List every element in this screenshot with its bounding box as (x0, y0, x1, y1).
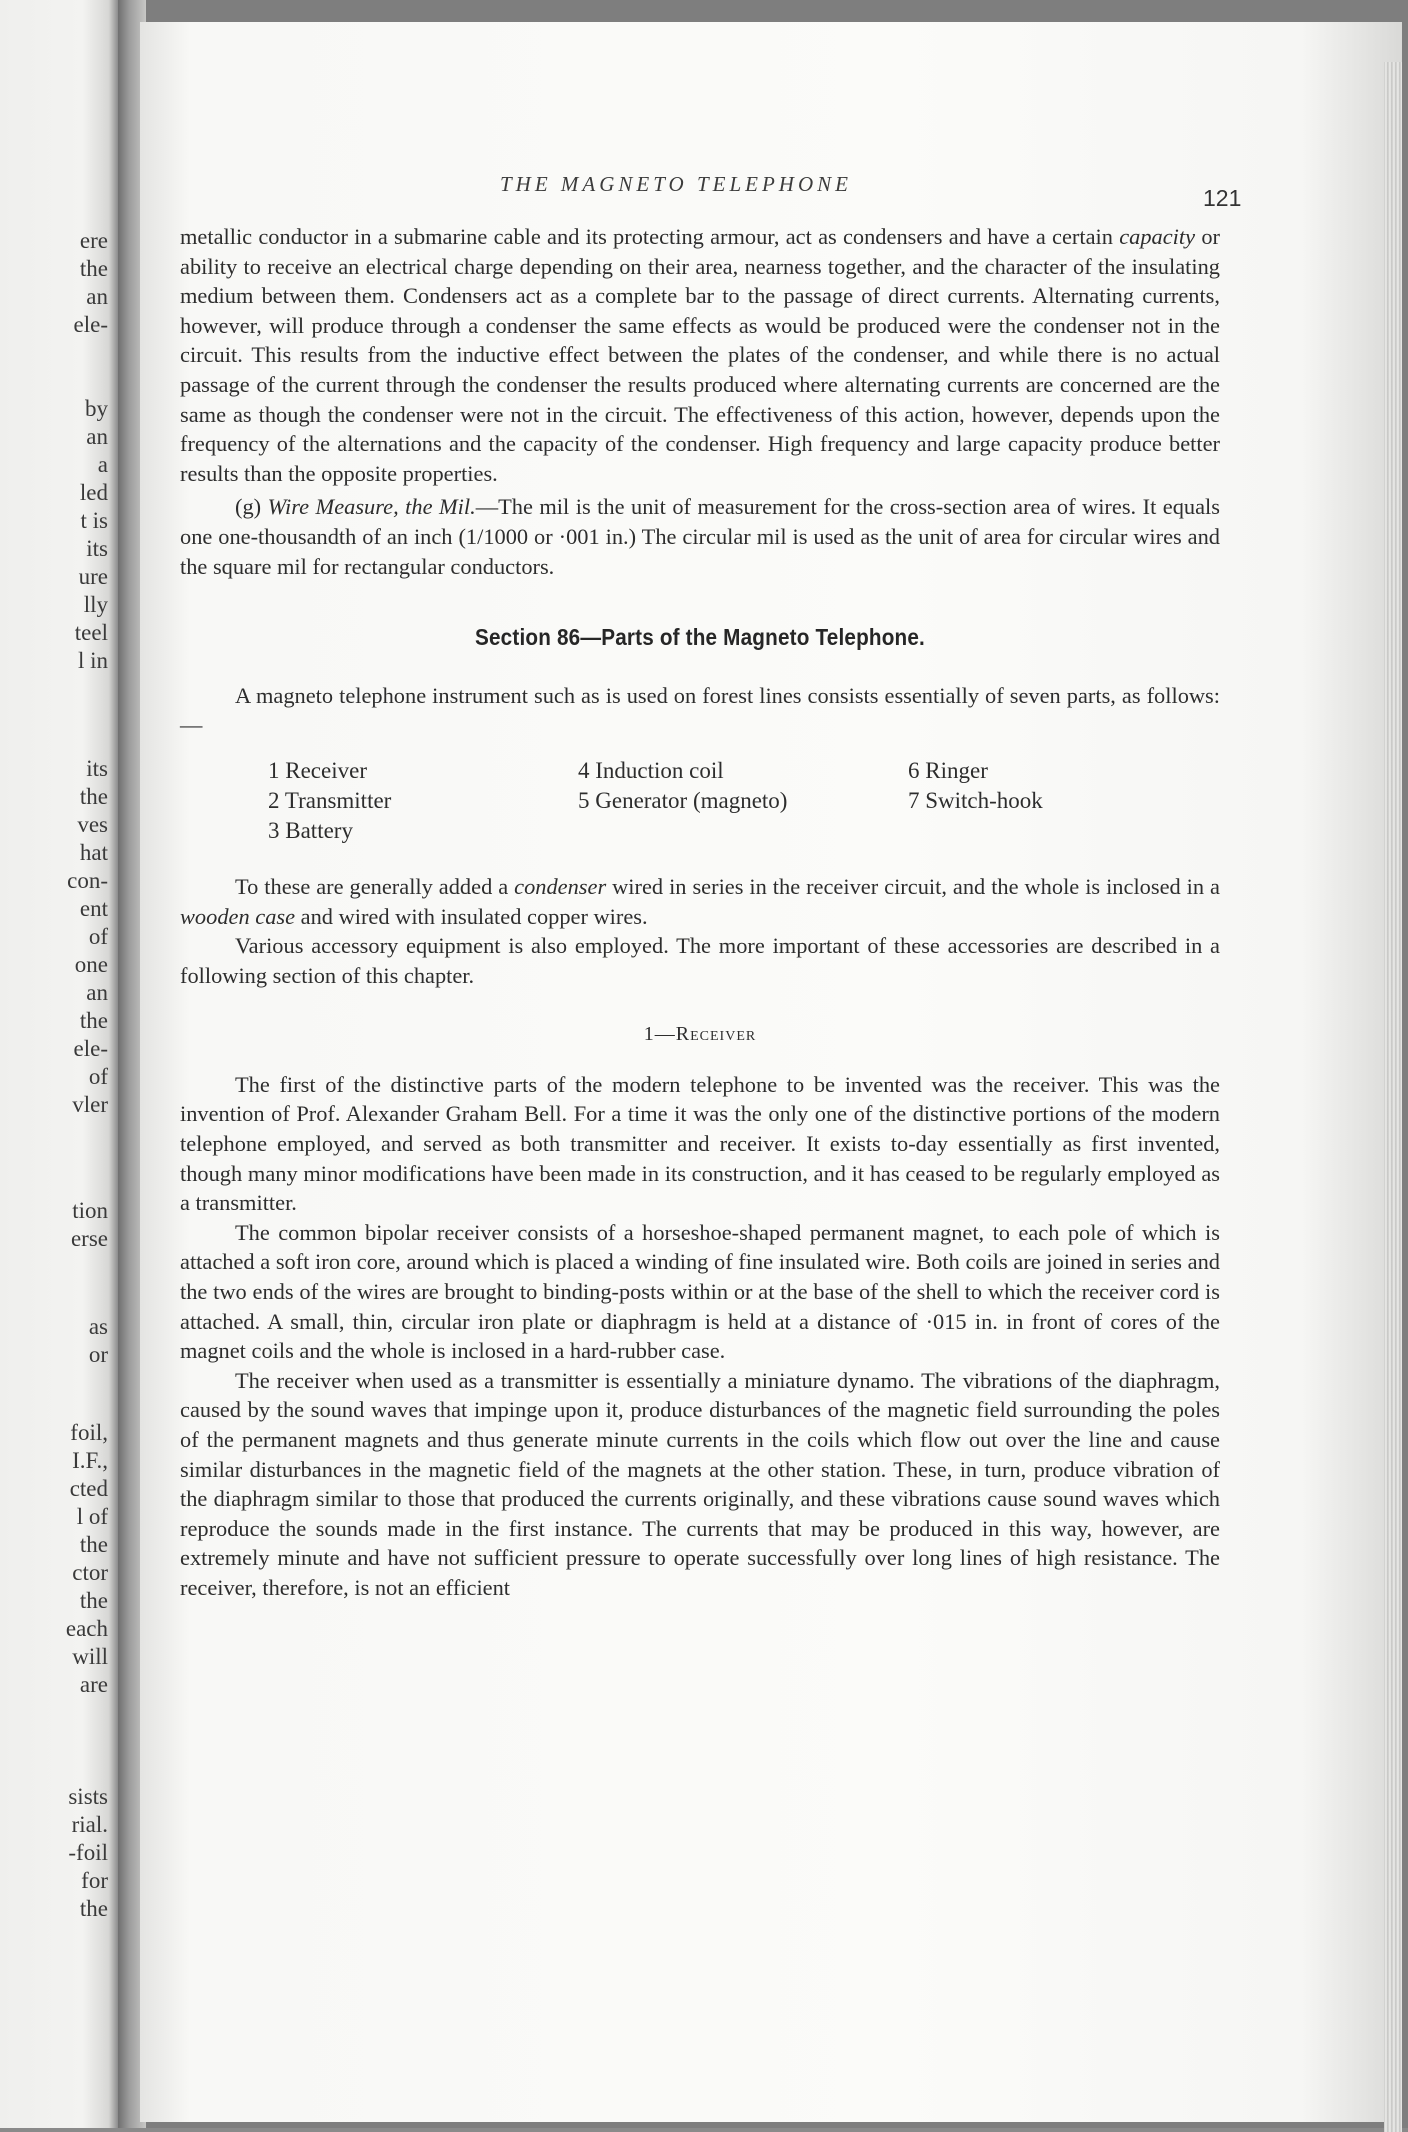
left-page-fragment: ctor (72, 1560, 108, 1585)
left-page-fragment: ent (79, 896, 108, 921)
page-body (180, 222, 1220, 1603)
paragraph: The receiver when used as a transmitter is essentially a miniature dynamo. The vibrations of the diaphragm, caused by the sound waves that impinge upon it, produce disturbances of the magnetic field surrounding the poles of the permanent magnets and thus generate minute currents in the coils which flow out over the line and cause similar disturbances in the magnetic field of the magnets at the other station. These, in turn, produce vibration of the diaphragm similar to those that produced the currents originally, and these vibrations cause sound waves which reproduce the sounds made in the first instance. The currents that may be produced in this way, however, are extremely minute and have not sufficient pressure to operate successfully over long lines of high resistance. The receiver, therefore, is not an efficient (180, 1367, 1220, 1600)
left-page-fragment: hat (79, 840, 108, 865)
left-page-fragment: the (79, 784, 108, 809)
page-number: 121 (1203, 185, 1242, 211)
left-page-fragment: as (88, 1314, 108, 1339)
left-page-fragment: cted (69, 1476, 108, 1501)
left-page-fragment: the (79, 1588, 108, 1613)
left-page-fragment: ele- (73, 1036, 108, 1061)
list-item: 4 Induction coil (578, 757, 724, 783)
paragraph: (g) Wire Measure, the Mil.—The mil is the unit of measurement for the cross-section area of wires. It equals one one-thousandth of an inch (1/1000 or ·001 in.) The circular mil is used as the unit of area for circular wires and the square mil for rectangular conductors. (180, 494, 1220, 579)
left-page-fragment: each (65, 1616, 108, 1641)
left-page-fragment: of (88, 1064, 108, 1089)
left-page-fragment: tion (72, 1198, 108, 1223)
left-page-fragment: l of (76, 1504, 108, 1529)
list-item: 7 Switch-hook (908, 787, 1043, 813)
left-page-fragment: an (86, 284, 108, 309)
left-page-fragment: of (88, 924, 108, 949)
left-page-fragment: l in (77, 648, 108, 673)
left-page-fragment: its (86, 756, 108, 781)
left-page-fragment: ere (79, 228, 108, 253)
paragraph: Various accessory equipment is also employed. The more important of these accessories are described in a following section of this chapter. (180, 933, 1220, 988)
left-page-fragment: ves (77, 812, 108, 837)
section-heading: Section 86—Parts of the Magneto Telephone. (475, 624, 925, 651)
left-page-fragment: the (79, 1532, 108, 1557)
left-page-fragment: its (86, 536, 108, 561)
left-page-fragment: teel (74, 620, 108, 645)
left-page-fragment: the (79, 1896, 108, 1921)
paragraph: A magneto telephone instrument such as is used on forest lines consists essentially of seven parts, as follows:— (180, 682, 1220, 738)
list-item: 5 Generator (magneto) (578, 787, 788, 813)
left-page-fragment: one (74, 952, 108, 977)
running-head: THE MAGNETO TELEPHONE (500, 172, 852, 196)
page-stack-edge (1384, 62, 1402, 2132)
left-page-fragment: a (97, 452, 108, 477)
list-item: 3 Battery (268, 817, 353, 843)
left-page-fragment: t is (80, 508, 108, 533)
left-page-fragment: lly (83, 592, 108, 617)
list-item: 2 Transmitter (268, 787, 392, 813)
left-page-fragment: rial. (71, 1812, 108, 1837)
paragraph: The common bipolar receiver consists of a horseshoe-shaped permanent magnet, to each pole of which is attached a soft iron core, around which is placed a winding of fine insulated wire. Both coils are joined in series and the two ends of the wires are brought to binding-posts within or at the base of the shell to which the receiver cord is attached. A small, thin, circular iron plate or diaphragm is held at a distance of ·015 in. in front of cores of the magnet coils and the whole is inclosed in a hard-rubber case. (180, 1219, 1220, 1364)
paragraph: metallic conductor in a submarine cable and its protecting armour, act as condensers and have a certain capacity or ability to receive an electrical charge depending on their area, nearness together, and the character of the insulating medium between them. Condensers act as a complete bar to the passage of direct currents. Alternating currents, however, will produce through a condenser the same effects as would be produced were the condenser not in the circuit. This results from the inductive effect between the plates of the condenser, and while there is no actual passage of the current through the condenser the results produced where alternating currents are concerned are the same as though the condenser were not in the circuit. The effectiveness of this action, however, depends upon the frequency of the alternations and the capacity of the condenser. High frequency and large capacity produce better results than the opposite properties. (180, 224, 1220, 486)
list-item: 1 Receiver (268, 757, 367, 783)
left-page-fragment: an (86, 424, 108, 449)
left-page-fragment: con- (67, 868, 108, 893)
left-page-fragment: ure (78, 564, 108, 589)
left-page-fragment: will (72, 1644, 108, 1669)
list-item: 6 Ringer (908, 757, 988, 783)
left-page-fragment: an (86, 980, 108, 1005)
parts-list (268, 756, 1220, 846)
paragraph: The first of the distinctive parts of the modern telephone to be invented was the receiver. This was the invention of Prof. Alexander Graham Bell. For a time it was the only one of the distinctive portions of the modern telephone employed, and served as both transmitter and receiver. It exists to-day essentially as first invented, though many minor modifications have been made in its construction, and it has ceased to be regularly employed as a transmitter. (180, 1071, 1220, 1216)
paragraph: To these are generally added a condenser wired in series in the receiver circuit, and the whole is inclosed in a wooden case and wired with insulated copper wires. (180, 873, 1220, 929)
left-page-fragment: foil, (70, 1420, 108, 1445)
left-page-fragment: erse (70, 1226, 108, 1251)
left-page-fragment: -foil (68, 1840, 108, 1865)
left-page-fragment: vler (72, 1092, 108, 1117)
left-page-fragment: are (79, 1672, 108, 1697)
left-page-fragment: by (85, 396, 108, 421)
left-page-fragment: led (79, 480, 108, 505)
left-page-fragment: for (81, 1868, 108, 1893)
left-page-fragment: ele- (73, 312, 108, 337)
left-page-edge (0, 0, 118, 2128)
left-page-fragment: sists (68, 1784, 108, 1809)
left-page-fragment: the (79, 256, 108, 281)
subsection-heading: 1—Receiver (643, 1023, 757, 1046)
left-page-fragment: or (88, 1342, 108, 1367)
left-page-fragment: the (79, 1008, 108, 1033)
left-page-fragment: I.F., (72, 1448, 108, 1473)
